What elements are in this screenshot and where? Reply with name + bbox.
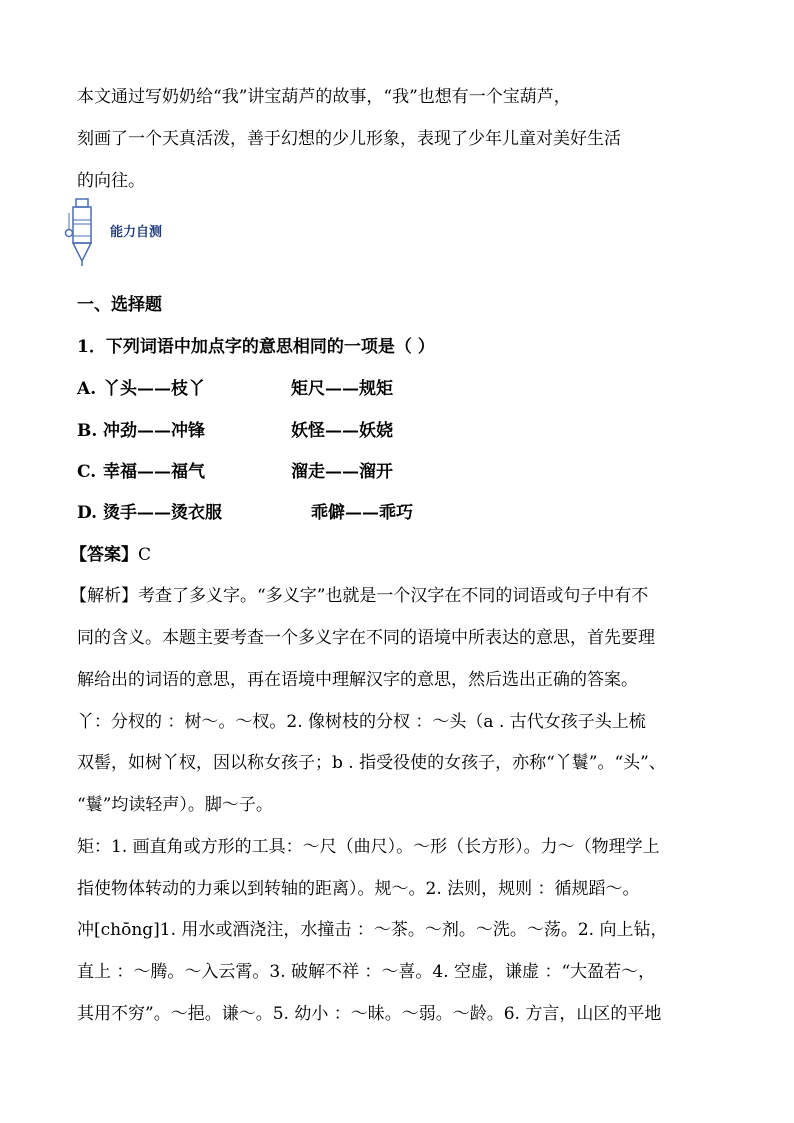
option-left-words: 烫手——烫衣服 <box>103 503 222 523</box>
answer-value: C <box>138 545 152 565</box>
option-right-words: 妖怪——妖娆 <box>291 421 393 441</box>
option-left-words: 冲劲——冲锋 <box>103 421 205 441</box>
intro-line-3: 的向往。 <box>77 171 145 191</box>
analysis-line-1: 【解析】考查了多义字。“多义字”也就是一个汉字在不同的词语或句子中有不 <box>70 586 649 606</box>
question-stem: 1．下列词语中加点字的意思相同的一项是（ ） <box>77 337 435 357</box>
analysis-line-11: 其用不穷”。～挹。谦～。5. 幼小 ：～昧。～弱。～龄。6. 方言，山区的平地 <box>77 1004 662 1024</box>
analysis-line-5: 双髻，如树丫杈，因以称女孩子；b . 指受役使的女孩子，亦称“丫鬟”。“头”、 <box>77 753 666 773</box>
analysis-line-8: 指使物体转动的力乘以到转轴的距离）。规～。2. 法则，规则 ：循规蹈～。 <box>77 879 640 899</box>
analysis-line-10: 直上 ：～腾。～入云霄。3. 破解不祥 ：～喜。4. 空虚，谦虚 ：“大盈若～， <box>77 962 656 982</box>
analysis-line-6: “鬟”均读轻声）。脚～子。 <box>77 795 273 815</box>
answer-line <box>70 544 151 566</box>
option-left-words: 丫头——枝丫 <box>103 379 205 399</box>
intro-line-1: 本文通过写奶奶给“我”讲宝葫芦的故事，“我”也想有一个宝葫芦， <box>77 87 571 107</box>
analysis-line-4: 丫：分杈的 ：树～。～杈。2. 像树枝的分杈 ：～头（a . 古代女孩子头上梳 <box>77 712 646 732</box>
answer-label: 【答案】 <box>70 545 138 565</box>
section-label: 能力自测 <box>110 225 163 240</box>
analysis-line-9: 冲[chōng]1. 用水或酒浇注，水撞击 ：～茶。～剂。～洗。～荡。2. 向上钻， <box>77 920 668 940</box>
option-right-words: 矩尺——规矩 <box>291 379 393 399</box>
option-letter: A. <box>77 379 97 399</box>
option-letter: D. <box>77 503 98 523</box>
analysis-line-7: 矩：1. 画直角或方形的工具：～尺（曲尺）。～形（长方形）。力～（物理学上 <box>77 837 660 857</box>
intro-line-2: 刻画了一个天真活泼，善于幻想的少儿形象，表现了少年儿童对美好生活 <box>77 129 621 149</box>
option-letter: B. <box>77 421 98 441</box>
section-heading: 一、选择题 <box>77 295 162 315</box>
option-letter: C. <box>77 462 97 482</box>
analysis-line-3: 解给出的词语的意思，再在语境中理解汉字的意思，然后选出正确的答案。 <box>77 670 638 690</box>
option-right-words: 溜走——溜开 <box>291 462 393 482</box>
pen-icon <box>62 198 98 268</box>
analysis-line-2: 同的含义。本题主要考查一个多义字在不同的语境中所表达的意思，首先要理 <box>77 628 655 648</box>
option-left-words: 幸福——福气 <box>103 462 205 482</box>
option-right-words: 乖僻——乖巧 <box>311 503 413 523</box>
